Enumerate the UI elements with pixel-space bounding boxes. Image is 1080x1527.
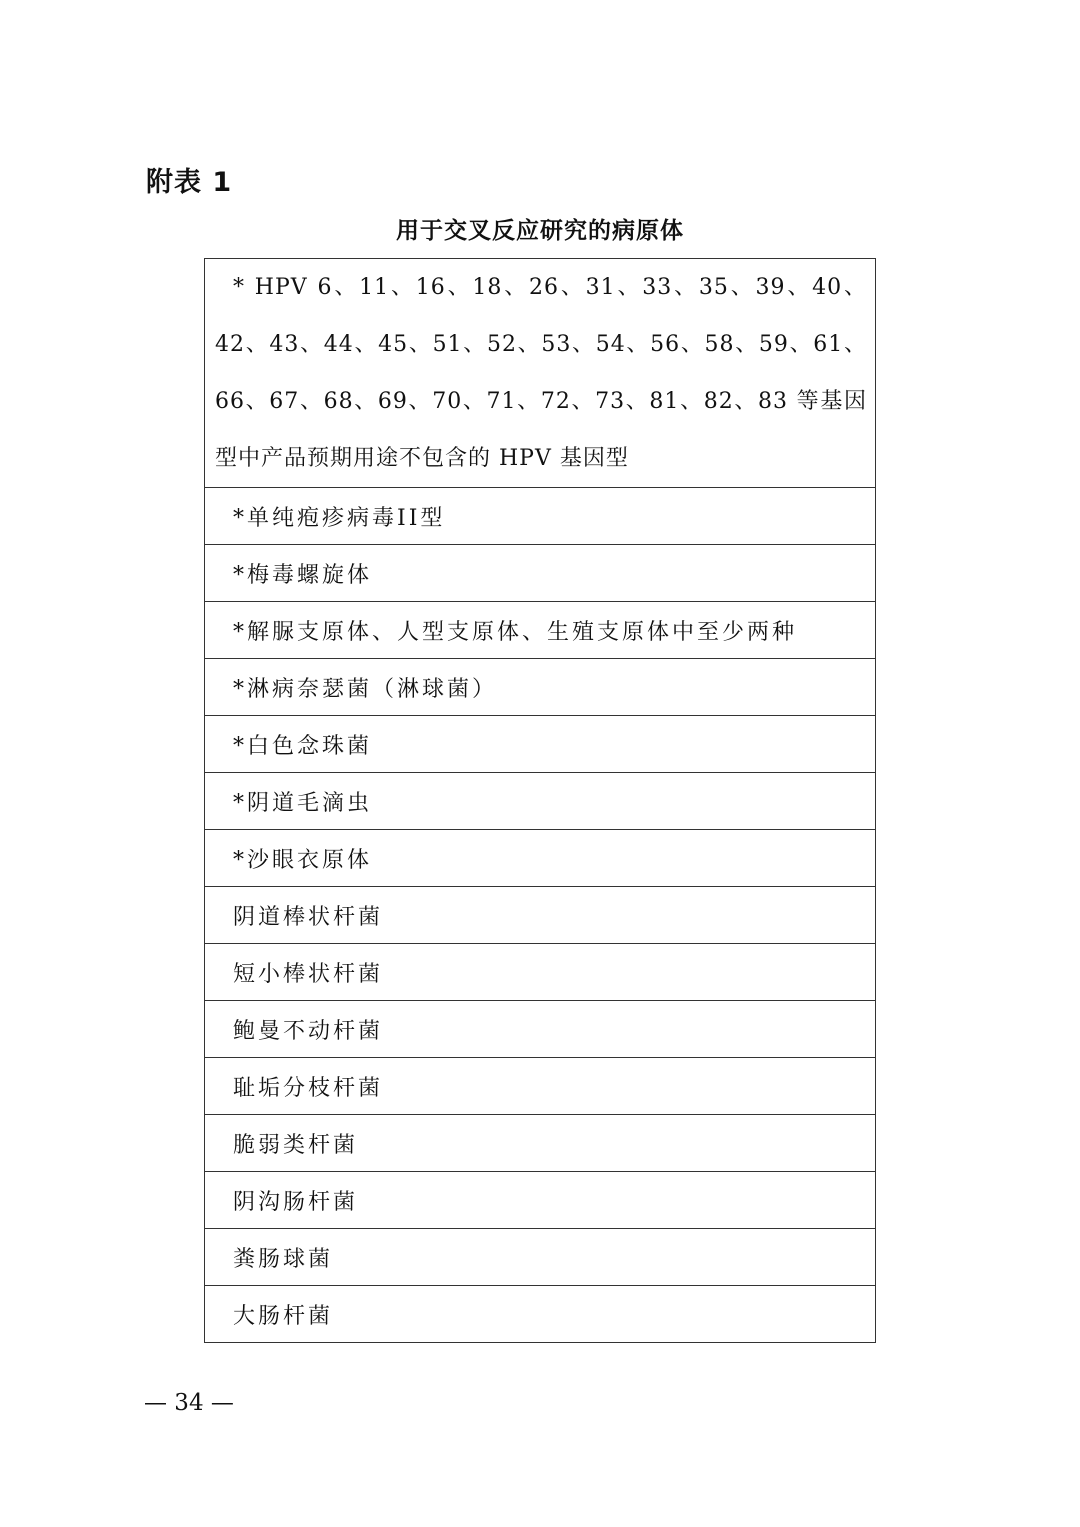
table-row xyxy=(205,602,876,659)
table-row xyxy=(205,830,876,887)
table-cell xyxy=(205,259,876,488)
pathogen-name: *阴道毛滴虫 xyxy=(233,790,373,816)
hpv-entry: * HPV 6、11、16、18、26、31、33、35、39、40、42、43、44、45、51、52、53、54、56、58、59、61、66、67、68、69、70、71、72、73、81、82、83 等基因型中产品预期用途不包含的 HPV 基因型 xyxy=(215,275,867,471)
table-cell xyxy=(205,659,876,716)
table-cell xyxy=(205,1286,876,1343)
table-cell xyxy=(205,602,876,659)
table-row xyxy=(205,887,876,944)
table-cell xyxy=(205,716,876,773)
pathogen-name: 耻垢分枝杆菌 xyxy=(233,1075,384,1101)
table-cell xyxy=(205,545,876,602)
pathogen-name: *沙眼衣原体 xyxy=(233,847,373,873)
pathogen-name: *白色念珠菌 xyxy=(233,733,373,759)
pathogen-name: 脆弱类杆菌 xyxy=(233,1132,359,1158)
pathogen-name: *梅毒螺旋体 xyxy=(233,562,373,588)
table-cell xyxy=(205,887,876,944)
pathogen-name: 粪肠球菌 xyxy=(233,1246,334,1272)
table-row xyxy=(205,1286,876,1343)
table-cell xyxy=(205,1001,876,1058)
pathogen-name: *单纯疱疹病毒II型 xyxy=(233,505,446,531)
table-row xyxy=(205,1058,876,1115)
table-row xyxy=(205,545,876,602)
pathogen-name: 鲍曼不动杆菌 xyxy=(233,1018,384,1044)
page-number: — 34 — xyxy=(144,1390,234,1416)
table-cell xyxy=(205,773,876,830)
table-cell xyxy=(205,1229,876,1286)
pathogen-name: *解脲支原体、人型支原体、生殖支原体中至少两种 xyxy=(233,619,798,645)
table-row xyxy=(205,944,876,1001)
table-row xyxy=(205,659,876,716)
table-row xyxy=(205,716,876,773)
pathogen-name: *淋病奈瑟菌（淋球菌） xyxy=(233,676,498,702)
appendix-label: 附表 1 xyxy=(146,167,233,198)
table-row xyxy=(205,1001,876,1058)
table-row xyxy=(205,1229,876,1286)
pathogen-name: 阴沟肠杆菌 xyxy=(233,1189,359,1215)
table-row-hpv xyxy=(205,259,876,488)
table-cell xyxy=(205,488,876,545)
table-row xyxy=(205,488,876,545)
pathogen-name: 短小棒状杆菌 xyxy=(233,961,384,987)
table-row xyxy=(205,1172,876,1229)
pathogen-table xyxy=(204,258,876,1343)
table-row xyxy=(205,773,876,830)
table-cell xyxy=(205,1115,876,1172)
table-cell xyxy=(205,830,876,887)
table-cell xyxy=(205,1058,876,1115)
pathogen-name: 大肠杆菌 xyxy=(233,1303,334,1329)
table-cell xyxy=(205,1172,876,1229)
table-cell xyxy=(205,944,876,1001)
table-row xyxy=(205,1115,876,1172)
pathogen-name: 阴道棒状杆菌 xyxy=(233,904,384,930)
table-title: 用于交叉反应研究的病原体 xyxy=(396,218,684,244)
